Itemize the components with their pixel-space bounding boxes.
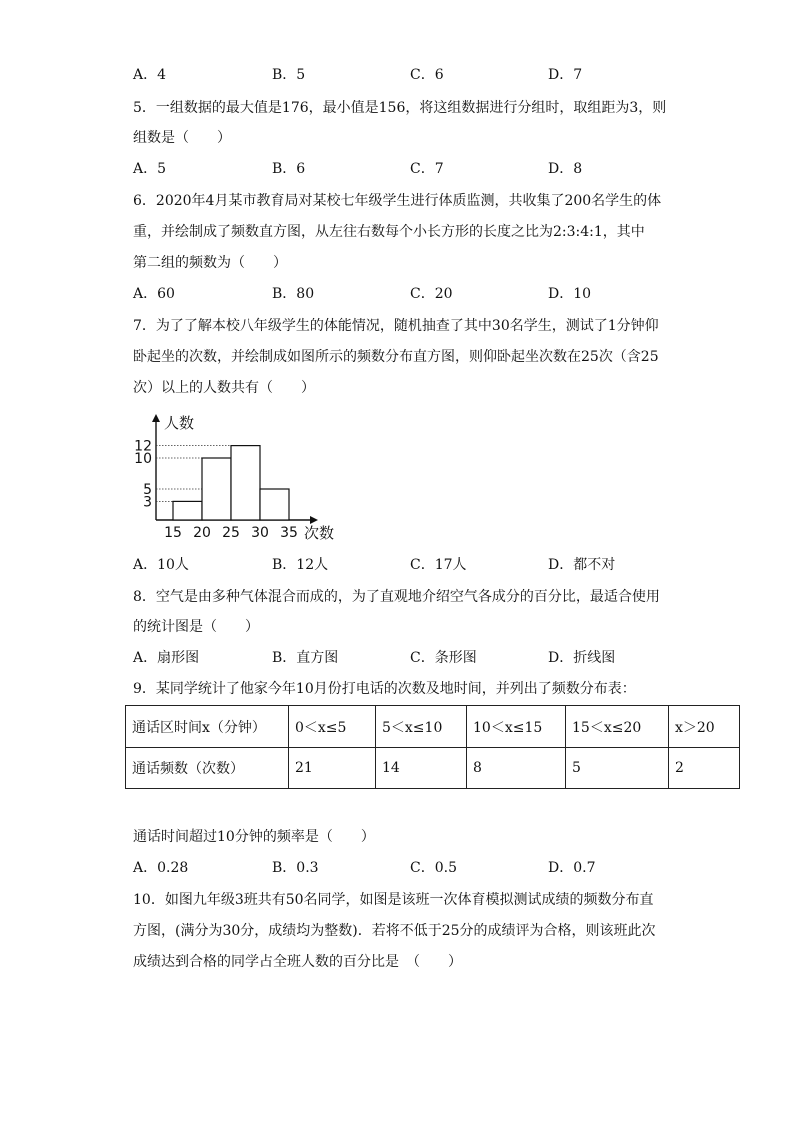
q6-stem-line-3: 第二组的频数为（ ） [133,255,287,271]
y-tick-label: 10 [134,451,152,467]
q7-option-c[interactable]: C．17人 [410,557,467,573]
q9-options [133,858,693,878]
q7-option-a[interactable]: A．10人 [133,557,189,573]
q9-option-b[interactable]: B．0.3 [272,860,319,876]
q4-option-c[interactable]: C．6 [410,67,444,83]
x-axis-label: 次数 [304,524,335,542]
q9-option-d[interactable]: D．0.7 [548,860,596,876]
q6-option-c[interactable]: C．20 [410,286,453,302]
table-cell: 5 [566,748,669,789]
q5-option-a[interactable]: A．5 [133,161,167,177]
q4-option-d[interactable]: D．7 [548,67,583,83]
q4-option-a[interactable]: A．4 [133,67,167,83]
q6-stem-line-2: 重，并绘制成了频数直方图，从左往右数每个小长方形的长度之比为2:3:4:1，其中 [133,224,645,240]
y-tick-label: 5 [143,482,152,498]
table-cell: 8 [467,748,566,789]
y-axis-label: 人数 [164,414,195,432]
q7-options [133,555,693,575]
q6-options [133,284,693,304]
q8-option-b[interactable]: B．直方图 [272,650,339,666]
table-header-cell: 通话区时间x（分钟） [126,706,289,748]
y-tick-label: 12 [134,438,152,455]
histogram-bar [231,446,260,520]
q8-stem-line-2: 的统计图是（ ） [133,619,259,635]
table-cell: 2 [669,748,740,789]
q9-question: 通话时间超过10分钟的频率是（ ） [133,829,375,845]
x-tick-label: 30 [251,525,269,541]
histogram-bar [260,489,289,520]
q7-option-b[interactable]: B．12人 [272,557,329,573]
q9-option-c[interactable]: C．0.5 [410,860,457,876]
x-tick-label: 25 [222,525,240,541]
histogram-bar [202,458,231,520]
q5-stem-line-1: 5．一组数据的最大值是176，最小值是156，将这组数据进行分组时，取组距为3，则 [133,100,667,116]
q6-option-d[interactable]: D．10 [548,286,592,302]
q6-option-a[interactable]: A．60 [133,286,175,302]
q5-option-c[interactable]: C．7 [410,161,444,177]
histogram-bar [173,501,202,520]
x-axis-arrow-icon [310,516,318,524]
q9-stem-line-1: 9．某同学统计了他家今年10月份打电话的次数及地时间，并列出了频数分布表： [133,681,636,697]
q8-stem-line-1: 8．空气是由多种气体混合而成的，为了直观地介绍空气各成分的百分比，最适合使用 [133,589,660,605]
table-row [126,748,740,789]
q8-option-c[interactable]: C．条形图 [410,650,477,666]
q9-frequency-table [125,705,740,789]
table-header-cell: 15＜x≤20 [566,706,669,748]
q6-option-b[interactable]: B．80 [272,286,315,302]
q6-stem-line-1: 6．2020年4月某市教育局对某校七年级学生进行体质监测，共收集了200名学生的体 [133,193,662,209]
x-tick-label: 35 [280,525,298,541]
q8-option-d[interactable]: D．折线图 [548,650,616,666]
table-header-cell: x＞20 [669,706,740,748]
table-cell: 21 [289,748,376,789]
q10-stem-line-3: 成绩达到合格的同学占全班人数的百分比是 （ ） [133,954,462,970]
y-tick-label: 3 [143,494,152,511]
q7-stem-line-3: 次）以上的人数共有（ ） [133,380,315,396]
x-tick-label: 15 [164,525,182,541]
q5-stem-line-2: 组数是（ ） [133,130,231,146]
table-cell: 14 [376,748,467,789]
q5-option-d[interactable]: D．8 [548,161,583,177]
q10-stem-line-2: 方图，(满分为30分，成绩均为整数)．若将不低于25分的成绩评为合格，则该班此次 [133,923,656,939]
q7-stem-line-2: 卧起坐的次数，并绘制成如图所示的频数分布直方图，则仰卧起坐次数在25次（含25 [133,349,659,365]
q8-option-a[interactable]: A．扇形图 [133,650,200,666]
q4-options [133,65,693,85]
q7-histogram [128,412,348,546]
table-header-cell: 5＜x≤10 [376,706,467,748]
q9-option-a[interactable]: A．0.28 [133,860,189,876]
q10-stem-line-1: 10．如图九年级3班共有50名同学，如图是该班一次体育模拟测试成绩的频数分布直 [133,892,654,908]
q5-options [133,159,693,179]
q8-options [133,648,693,668]
table-header-cell: 0＜x≤5 [289,706,376,748]
y-axis-arrow-icon [152,414,160,422]
q7-stem-line-1: 7．为了了解本校八年级学生的体能情况，随机抽查了其中30名学生，测试了1分钟仰 [133,318,659,334]
x-tick-label: 20 [193,525,211,541]
q4-option-b[interactable]: B．5 [272,67,306,83]
table-header-cell: 10＜x≤15 [467,706,566,748]
table-header-row [126,706,740,748]
q5-option-b[interactable]: B．6 [272,161,306,177]
q7-option-d[interactable]: D．都不对 [548,557,616,573]
table-cell: 通话频数（次数） [126,748,289,789]
